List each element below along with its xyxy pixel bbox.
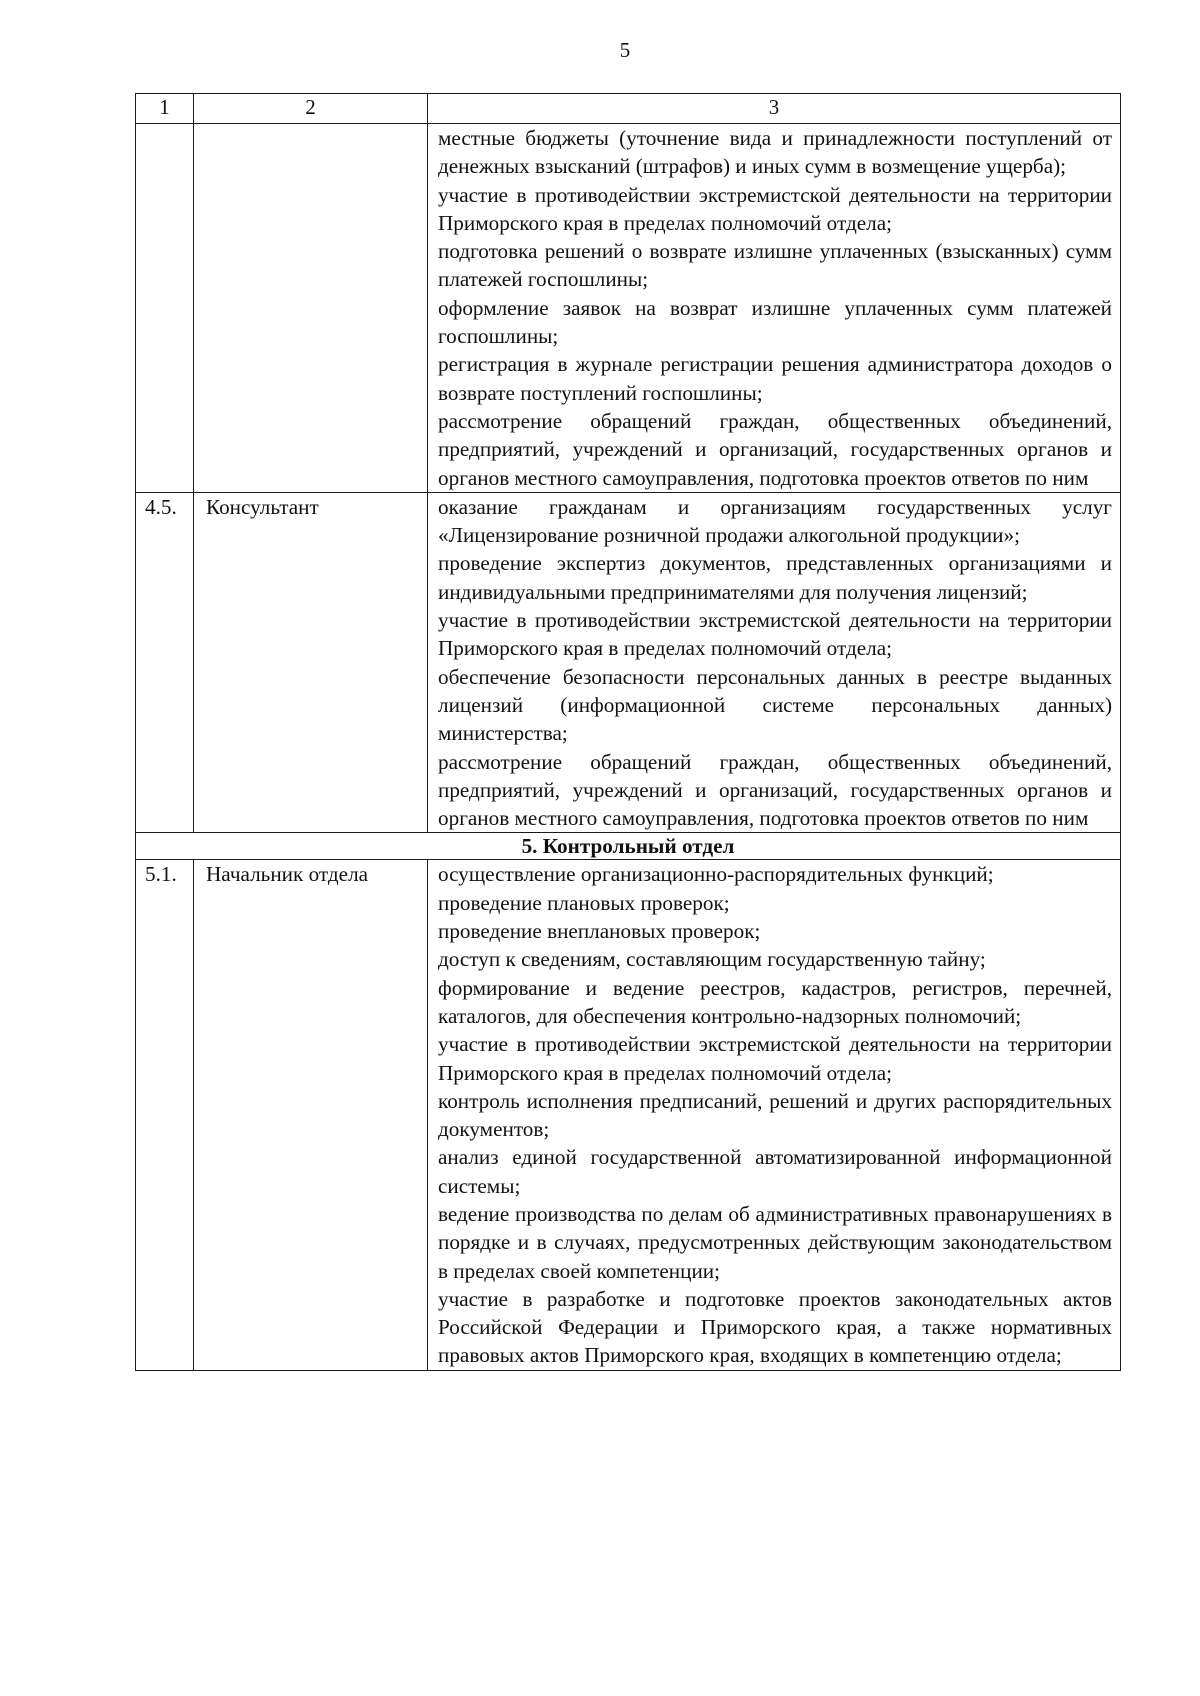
row-number (136, 124, 194, 493)
position-title: Консультант (194, 492, 428, 833)
duties-table (135, 93, 1121, 1371)
duty-item: местные бюджеты (уточнение вида и принадлежности поступлений от денежных взысканий (штрафов) и иных сумм в возмещение ущерба); (438, 126, 1112, 179)
row-number: 4.5. (136, 492, 194, 833)
duty-item: контроль исполнения предписаний, решений и других распорядительных документов; (438, 1088, 1112, 1142)
duty-item: участие в противодействии экстремистской деятельности на территории Приморского края в пределах полномочий отдела; (438, 1032, 1112, 1085)
duty-item: проведение внеплановых проверок; (438, 919, 761, 944)
duty-item: проведение плановых проверок; (438, 890, 730, 915)
duty-item: рассмотрение обращений граждан, общественных объединений, предприятий, учреждений и организаций, государственных органов и органов местного самоуправления, подготовка проектов ответов по ним (438, 408, 1112, 490)
table-row-5-1 (136, 860, 1121, 1370)
column-header-1: 1 (136, 94, 194, 124)
duty-item: осуществление организационно-распорядительных функций; (438, 862, 994, 887)
duty-item: участие в разработке и подготовке проектов законодательных актов Российской Федерации и Приморского края, а также нормативных правовых актов Приморского края, входящих в компетенцию отдела; (438, 1286, 1112, 1368)
duties-cell (428, 124, 1121, 493)
duty-item: формирование и ведение реестров, кадастров, регистров, перечней, каталогов, для обеспечения контрольно-надзорных полномочий; (438, 975, 1112, 1028)
duty-item: анализ единой государственной автоматизированной информационной системы; (438, 1145, 1112, 1198)
duty-item: оформление заявок на возврат излишне уплаченных сумм платежей госпошлины; (438, 295, 1112, 349)
duty-item: участие в противодействии экстремистской деятельности на территории Приморского края в пределах полномочий отдела; (438, 608, 1112, 661)
table-row-4-5 (136, 492, 1121, 833)
duty-item: рассмотрение обращений граждан, общественных объединений, предприятий, учреждений и организаций, государственных органов и органов местного самоуправления, подготовка проектов ответов по ним (438, 749, 1112, 831)
duty-item: участие в противодействии экстремистской деятельности на территории Приморского края в пределах полномочий отдела; (438, 182, 1112, 235)
position-title (194, 124, 428, 493)
column-header-2: 2 (194, 94, 428, 124)
duties-cell (428, 860, 1121, 1370)
section-heading: 5. Контрольный отдел (136, 833, 1121, 860)
duties-cell (428, 492, 1121, 833)
duty-item: ведение производства по делам об административных правонарушениях в порядке и в случаях, предусмотренных действующим законодательством в пределах своей компетенции; (438, 1201, 1112, 1283)
page-number: 5 (619, 38, 631, 62)
duty-item: обеспечение безопасности персональных данных в реестре выданных лицензий (информационной системе персональных данных) министерства; (438, 664, 1112, 746)
row-number: 5.1. (136, 860, 194, 1370)
column-header-3: 3 (428, 94, 1121, 124)
table-header-row (136, 94, 1121, 124)
duty-item: проведение экспертиз документов, представленных организациями и индивидуальными предпринимателями для получения лицензий; (438, 551, 1112, 604)
position-title: Начальник отдела (194, 860, 428, 1370)
duty-item: оказание гражданам и организациям государственных услуг «Лицензирование розничной продажи алкогольной продукции»; (438, 494, 1112, 548)
section-row (136, 833, 1121, 860)
table-row-continuation (136, 124, 1121, 493)
duty-item: регистрация в журнале регистрации решения администратора доходов о возврате поступлений госпошлины; (438, 352, 1112, 405)
duty-item: доступ к сведениям, составляющим государственную тайну; (438, 947, 986, 972)
duty-item: подготовка решений о возврате излишне уплаченных (взысканных) сумм платежей госпошлины; (438, 239, 1112, 292)
